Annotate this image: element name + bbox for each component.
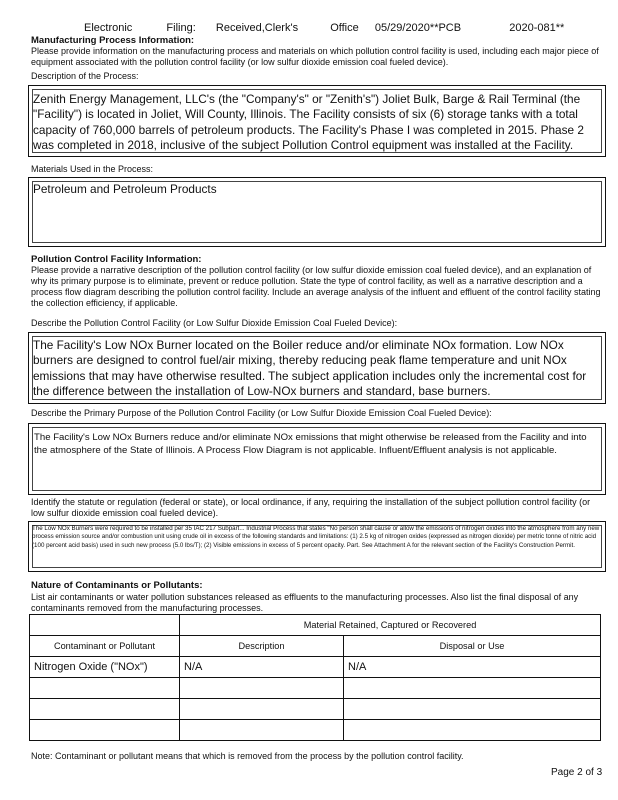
cell-description (180, 678, 344, 699)
page-number: Page 2 of 3 (551, 767, 603, 778)
col-header-description: Description (180, 636, 344, 657)
materials-box (28, 177, 606, 247)
table-group-header-row (30, 615, 601, 636)
primary-purpose-label: Describe the Primary Purpose of the Pollution Control Facility (or Low Sulfur Dioxide Emission Coal Fueled Device): (31, 408, 492, 418)
table-row (30, 699, 601, 720)
description-text: Zenith Energy Management, LLC's (the "Company's" or "Zenith's") Joliet Bulk, Barge & Rail Terminal (the "Facility") is located in Joliet, Will County, Illinois. The Facility consists of six (6) storage tanks with a total capacity of 760,000 barrels of petroleum products. The Facility's Phase I was completed in 2015. Phase 2 was completed in 2018, inclusive of the subject Pollution Control equipment was installed at the Facility. (33, 92, 584, 152)
col-header-contaminant: Contaminant or Pollutant (30, 636, 180, 657)
header-date: 05/29/2020**PCB (374, 22, 462, 34)
cell-disposal: N/A (344, 657, 601, 678)
cell-description (180, 699, 344, 720)
contaminants-heading: Nature of Contaminants or Pollutants: (31, 580, 203, 591)
cell-contaminant: Nitrogen Oxide ("NOx") (30, 657, 180, 678)
describe-facility-box (28, 332, 606, 404)
contaminants-table (29, 614, 601, 741)
cell-contaminant (30, 699, 180, 720)
header-received: Received,Clerk's (215, 22, 299, 34)
manufacturing-instructions: Please provide information on the manufacturing process and materials on which pollution control facility is used, including each major piece of equipment associated with the pollution control facility (or low sulfur dioxide emission coal fueled device). (31, 46, 599, 67)
cell-contaminant (30, 720, 180, 741)
description-box (28, 85, 606, 157)
filing-header (84, 22, 564, 34)
table-row (30, 720, 601, 741)
table-column-header-row (30, 636, 601, 657)
primary-purpose-box (28, 423, 606, 495)
pollution-control-heading: Pollution Control Facility Information: (31, 254, 202, 265)
pollution-control-instructions: Please provide a narrative description of the pollution control facility (or low sulfur dioxide emission coal fueled device), and an explanation of why its primary purpose is to eliminate, prevent or reduce pollution. State the type of control facility, as well as a narrative description and a process flow diagram describing the pollution control facility. Include an average analysis of the influent and effluent of the control facility stating the collection efficiency, if applicable. (31, 265, 601, 308)
col-header-disposal: Disposal or Use (344, 636, 601, 657)
header-docket: 2020-081** (509, 22, 565, 34)
contaminants-instructions: List air contaminants or water pollution substances released as effluents to the manufacturing processes. Also list the final disposal of any contaminants removed from the manufacturing processes. (31, 592, 579, 613)
primary-purpose-text: The Facility's Low NOx Burners reduce and/or eliminate NOx emissions that might otherwise be released from the Facility and into the atmosphere of the State of Illinois. A Process Flow Diagram is not applicable. Influent/Effluent analysis is not applicable. (34, 432, 587, 456)
contaminant-note: Note: Contaminant or pollutant means that which is removed from the process by the pollution control facility. (31, 751, 464, 761)
header-office: Office (330, 22, 359, 34)
cell-disposal (344, 720, 601, 741)
cell-description (180, 720, 344, 741)
statute-label: Identify the statute or regulation (federal or state), or local ordinance, if any, requiring the installation of the subject pollution control facility (or low sulfur dioxide emission coal fueled device). (31, 497, 591, 518)
statute-box (28, 521, 606, 572)
table-row (30, 678, 601, 699)
statute-text: The Low NOx Burners were required to be installed per 35 IAC 217 Subpart... Industrial Process that states "No person shall cause or allow the emissions of nitrogen oxides into the atmosphere from any new process emission source and/or combustion unit using crude oil in excess of the following standards and limitations: (1) 2.5 kg of nitrogen oxides (expressed as nitrogen dioxide) per metric tonne of nitric acid (100 percent acid basis) used in such new process (5.0 lbs/T); (2) Visible emissions in excess of 5 percent opacity. Part. See Attachment A for the relevant section of the Facility's Construction Permit. (32, 525, 600, 549)
header-electronic: Electronic (84, 22, 133, 34)
table-corner-cell (30, 615, 180, 636)
materials-text: Petroleum and Petroleum Products (33, 182, 217, 196)
table-row (30, 657, 601, 678)
describe-facility-label: Describe the Pollution Control Facility (or Low Sulfur Dioxide Emission Coal Fueled Device): (31, 318, 398, 328)
materials-label: Materials Used in the Process: (31, 164, 154, 174)
cell-description: N/A (180, 657, 344, 678)
table-group-header: Material Retained, Captured or Recovered (180, 615, 601, 636)
description-label: Description of the Process: (31, 71, 139, 81)
manufacturing-heading: Manufacturing Process Information: (31, 35, 195, 46)
cell-disposal (344, 678, 601, 699)
cell-contaminant (30, 678, 180, 699)
cell-disposal (344, 699, 601, 720)
describe-facility-text: The Facility's Low NOx Burner located on the Boiler reduce and/or eliminate NOx formation. Low NOx burners are designed to control fuel/air mixing, thereby reducing peak flame temperature and unit NOx emissions that may have otherwise resulted. The subject application includes only the incremental cost for the difference between the installation of Low-NOx burners and standard, base burners. (33, 338, 587, 398)
header-filing: Filing: (166, 22, 196, 34)
